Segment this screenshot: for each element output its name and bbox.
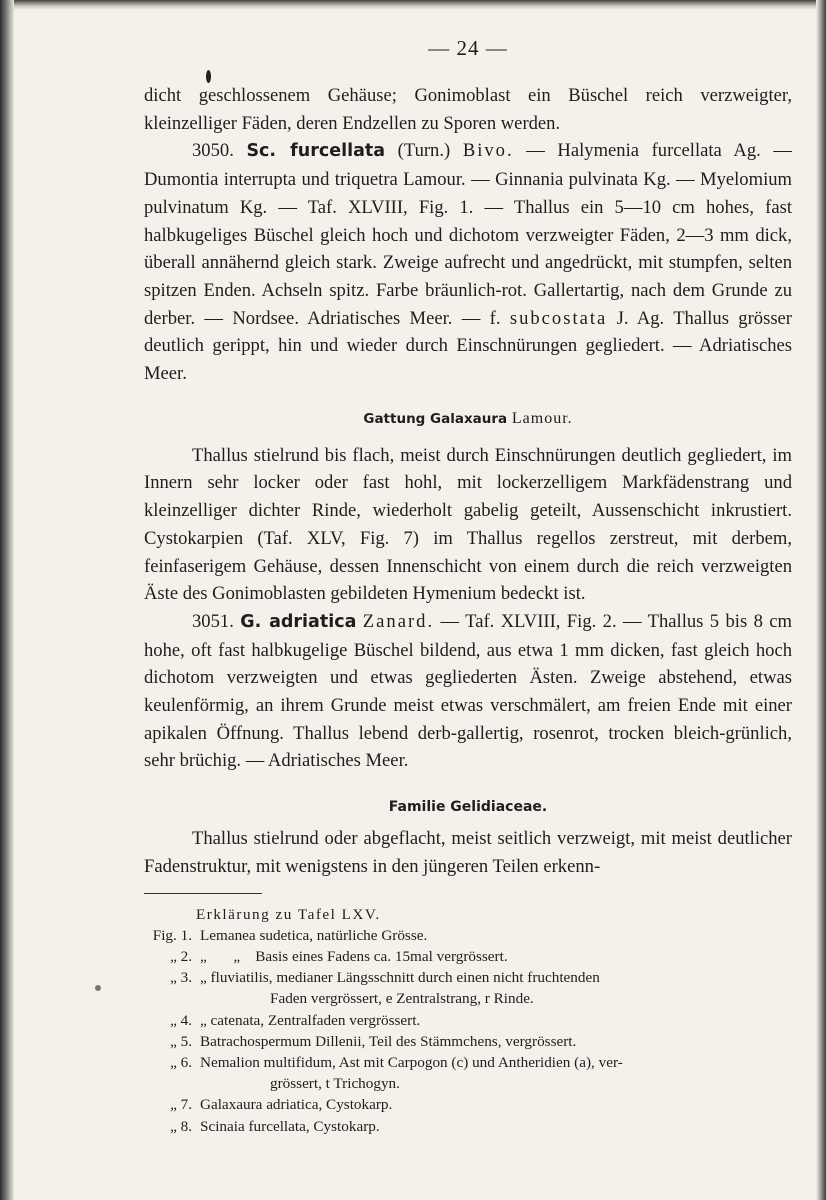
- plate-row: [144, 1052, 792, 1094]
- footnote-rule: [144, 893, 262, 894]
- entry-number: 3050.: [192, 140, 234, 162]
- entry-text: — Halymenia furcellata Ag. — Dumontia interrupta und triquetra Lamour. — Ginnania pulvinata Kg. — Myelomium pulvinatum Kg. — Taf. XLVIII, Fig. 1. — Thallus ein 5—10 cm hohes, fast halbkugeliges Büschel gleich hoch und dichotom verzweigter Fäden, 2—3 mm dick, überall annähernd gleich stark. Zweige aufrecht und angedrückt, mit stumpfen, selten spitzen Enden. Achseln spitz. Farbe bräunlich-rot. Gallertartig, nach dem Grunde zu derber. — Nordsee. Adriatisches Meer. — f.: [144, 140, 792, 329]
- caption-text: Scinaia furcellata, Cystokarp.: [200, 1117, 380, 1135]
- book-page: [144, 36, 792, 1137]
- plate-row: [144, 1094, 792, 1115]
- caption-continuation: grössert, t Trichogyn.: [270, 1075, 400, 1093]
- species-name: Sc. furcellata: [246, 141, 386, 162]
- plate-explanation: [144, 904, 792, 1137]
- caption-text: „ „ Basis eines Fadens ca. 15mal vergrössert.: [200, 947, 508, 965]
- form-name: subcostata: [509, 307, 608, 329]
- species-name: G. adriatica: [240, 611, 357, 632]
- caption-text: Batrachospermum Dillenii, Teil des Stämmchens, vergrössert.: [200, 1032, 577, 1050]
- figure-number: „ 3.: [170, 969, 192, 987]
- family-heading: Familie Gelidiaceae.: [388, 799, 548, 816]
- plate-row: [144, 946, 792, 967]
- scan-border-top: [0, 0, 826, 10]
- caption-text: „ fluviatilis, medianer Längsschnitt durch einen nicht fruchtenden: [200, 969, 600, 987]
- figure-caption: [200, 1116, 792, 1137]
- caption-text: Lemanea sudetica, natürliche Grösse.: [200, 926, 428, 944]
- author: (Turn.): [397, 140, 451, 162]
- figure-number: Fig. 1.: [152, 926, 192, 944]
- figure-caption: [200, 925, 792, 946]
- scan-border-right: [816, 0, 826, 1200]
- species-entry-3050: [144, 137, 792, 387]
- plate-row: [144, 1116, 792, 1137]
- genus-description: Thallus stielrund bis flach, meist durch Einschnürungen deutlich gegliedert, im Innern sehr locker oder fast hohl, mit lockerzelligem Markfädenstrang und kleinzelliger dichter Rinde, wiederholt gabelig geteilt, Aussenschicht inkrustiert. Cystokarpien (Taf. XLV, Fig. 7) im Thallus regellos zerstreut, mit derbem, feinfaserigem Gehäuse, dessen Innenschicht von einem durch die reich verzweigten Äste des Gonimoblasten gebildeten Hymenium bedeckt ist.: [144, 444, 792, 605]
- entry-text: — Taf. XLVIII, Fig. 2. — Thallus 5 bis 8 cm hohe, oft fast halbkugelige Büschel bildend, aus etwa 1 mm dicken, fast gleich hoch dichotom verzweigten und etwas gegliederten Ästen. Zweige abstehend, etwas keulenförmig, an ihrem Grunde meist etwas verschmälert, am freien Ende mit einer apikalen Öffnung. Thallus lebend derb-gallertig, rosenrot, trocken bleich-grünlich, sehr brüchig. — Adriatisches Meer.: [144, 610, 792, 772]
- plate-row: [144, 925, 792, 946]
- genus-author: Lamour.: [511, 409, 573, 427]
- figure-number: „ 7.: [170, 1096, 192, 1114]
- figure-caption: [200, 1010, 792, 1031]
- figure-caption: [200, 1094, 792, 1115]
- figure-number: „ 2.: [170, 947, 192, 965]
- author-spaced: Zanard.: [362, 610, 435, 632]
- figure-number: „ 6.: [170, 1054, 192, 1071]
- figure-caption: [200, 1031, 792, 1052]
- entry-number: 3051.: [192, 610, 234, 632]
- genus-title: Gattung Galaxaura: [363, 410, 508, 427]
- figure-caption: [200, 967, 792, 1009]
- paragraph-continuation: [144, 82, 792, 137]
- plate-row: [144, 1031, 792, 1052]
- figure-caption: [200, 1052, 792, 1094]
- caption-text: Galaxaura adriatica, Cystokarp.: [200, 1096, 393, 1114]
- author-spaced: Bivo.: [462, 140, 514, 162]
- species-entry-3051: [144, 608, 792, 775]
- caption-text: Nemalion multifidum, Ast mit Carpogon (c) und Antheridien (a), ver-: [200, 1054, 623, 1071]
- page-number: — 24 —: [428, 36, 508, 60]
- plate-row: [144, 1010, 792, 1031]
- ink-spot: [95, 985, 101, 991]
- caption-continuation: Faden vergrössert, e Zentralstrang, r Rinde.: [270, 990, 534, 1008]
- figure-caption: [200, 946, 792, 967]
- text: dicht geschlossenem Gehäuse; Gonimoblast ein Büschel reich verzweigter, kleinzelliger Fäden, deren Endzellen zu Sporen werden.: [144, 85, 792, 134]
- caption-text: „ catenata, Zentralfaden vergrössert.: [200, 1011, 421, 1029]
- plate-explanation-title: Erklärung zu Tafel LXV.: [196, 905, 381, 923]
- entry-text-tail: J. Ag. Thallus grösser deutlich gerippt, hin und wieder durch Einschnürungen gegliedert. — Adriatisches Meer.: [144, 307, 793, 385]
- figure-number: „ 4.: [170, 1011, 192, 1029]
- genus-heading: [144, 410, 792, 428]
- figure-number: „ 5.: [170, 1032, 192, 1050]
- plate-row: [144, 967, 792, 1009]
- figure-number: „ 8.: [170, 1117, 192, 1135]
- family-description: Thallus stielrund oder abgeflacht, meist seitlich verzweigt, mit meist deutlicher Fadenstruktur, mit wenigstens in den jüngeren Teilen erkenn-: [144, 828, 792, 877]
- scan-border-left: [0, 0, 14, 1200]
